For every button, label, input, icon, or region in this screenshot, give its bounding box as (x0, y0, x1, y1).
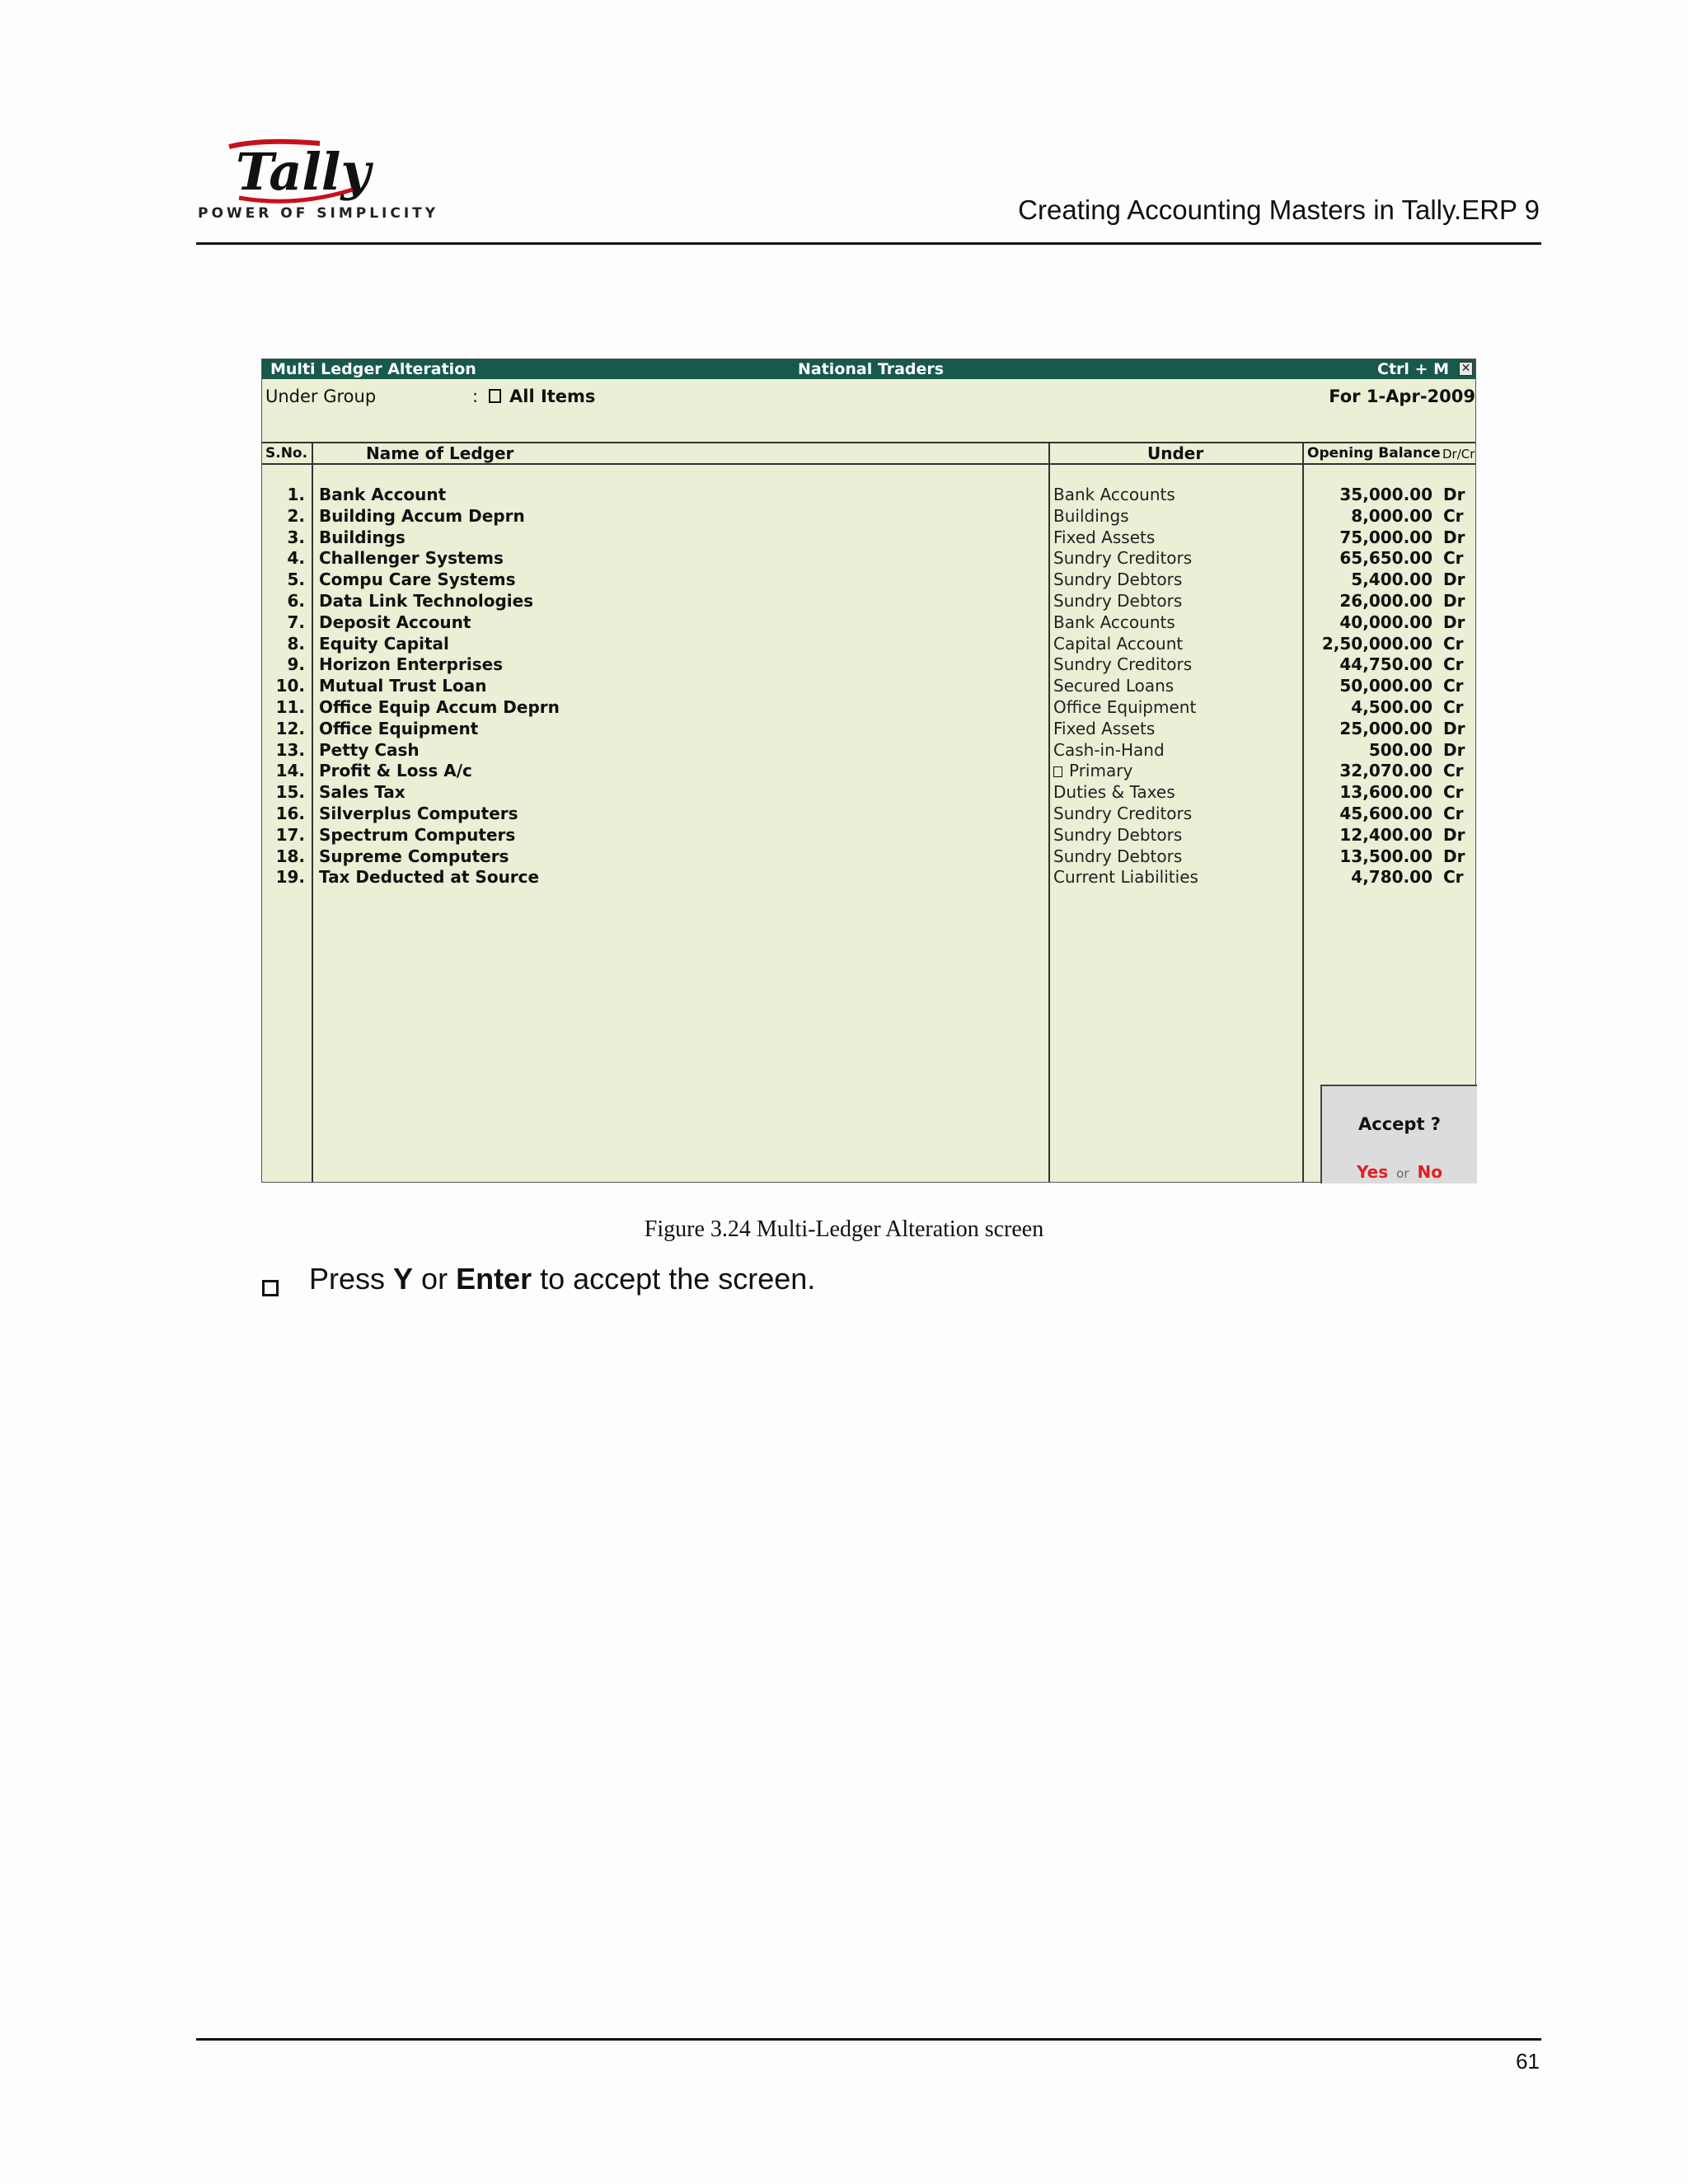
row-drcr: Cr (1443, 505, 1464, 526)
row-drcr: Cr (1443, 782, 1464, 803)
ledger-row[interactable] (262, 654, 1475, 676)
column-header-drcr: Dr/Cr (1442, 447, 1475, 462)
ledger-row[interactable] (262, 569, 1475, 591)
ledger-row[interactable] (262, 804, 1475, 825)
row-ledger-name: Equity Capital (319, 633, 449, 654)
instruction-key-enter: Enter (456, 1262, 532, 1296)
row-sno: 7. (287, 612, 305, 632)
ledger-row[interactable] (262, 676, 1475, 697)
row-drcr: Cr (1443, 676, 1464, 696)
ledger-row[interactable] (262, 527, 1475, 549)
row-drcr: Dr (1443, 527, 1465, 547)
period-date: For 1-Apr-2009 (1329, 387, 1475, 406)
row-under-group: Bank Accounts (1053, 485, 1175, 504)
row-drcr: Cr (1443, 761, 1464, 781)
row-opening-balance: 26,000.00 (1339, 591, 1432, 611)
row-ledger-name: Office Equipment (319, 718, 479, 738)
row-drcr: Cr (1443, 804, 1464, 823)
row-ledger-name: Sales Tax (319, 782, 406, 803)
ledger-row[interactable] (262, 612, 1475, 634)
row-sno: 2. (287, 505, 305, 526)
instruction-text (309, 1262, 815, 1296)
row-under-group: Sundry Creditors (1053, 804, 1193, 823)
row-ledger-name: Office Equip Accum Deprn (319, 697, 560, 717)
row-ledger-name: Profit & Loss A/c (319, 761, 472, 781)
instruction-suffix: to accept the screen. (532, 1262, 816, 1296)
row-sno: 1. (287, 485, 305, 504)
row-sno: 15. (275, 782, 305, 803)
row-opening-balance: 35,000.00 (1339, 485, 1432, 504)
footer-divider (196, 2038, 1541, 2041)
ledger-row[interactable] (262, 740, 1475, 762)
row-drcr: Dr (1443, 612, 1465, 632)
row-under-group: Duties & Taxes (1053, 782, 1175, 803)
row-opening-balance: 500.00 (1368, 739, 1432, 760)
figure-caption: Figure 3.24 Multi-Ledger Alteration screen (644, 1216, 1044, 1242)
row-under-group: Capital Account (1053, 633, 1184, 654)
multi-ledger-alteration-screen (261, 359, 1476, 1183)
row-sno: 3. (287, 527, 305, 547)
ledger-row[interactable] (262, 719, 1475, 740)
row-drcr: Cr (1443, 697, 1464, 717)
instruction-middle: or (413, 1262, 457, 1296)
row-under-group: Sundry Debtors (1053, 846, 1183, 866)
row-opening-balance: 2,50,000.00 (1321, 633, 1432, 654)
row-opening-balance: 13,600.00 (1339, 782, 1432, 803)
row-ledger-name: Supreme Computers (319, 846, 509, 866)
row-drcr: Cr (1443, 654, 1464, 675)
accept-dialog (1320, 1085, 1477, 1183)
ledger-row[interactable] (262, 782, 1475, 804)
row-opening-balance: 75,000.00 (1339, 527, 1432, 547)
row-sno: 17. (275, 824, 305, 845)
row-under-group: Cash-in-Hand (1053, 739, 1165, 760)
row-opening-balance: 50,000.00 (1339, 676, 1432, 696)
accept-prompt: Accept ? (1358, 1114, 1441, 1134)
row-opening-balance: 44,750.00 (1339, 654, 1432, 675)
row-drcr: Dr (1443, 824, 1465, 845)
accept-yes-button[interactable]: Yes (1357, 1162, 1389, 1182)
row-under-group: Sundry Debtors (1053, 824, 1183, 845)
ledger-row[interactable] (262, 548, 1475, 569)
row-ledger-name: Deposit Account (319, 612, 471, 632)
ledger-row[interactable] (262, 634, 1475, 655)
row-ledger-name: Bank Account (319, 485, 447, 504)
row-drcr: Dr (1443, 591, 1465, 611)
row-sno: 19. (275, 867, 305, 888)
row-drcr: Cr (1443, 867, 1464, 888)
row-drcr: Dr (1443, 718, 1465, 738)
accept-or-text: or (1396, 1166, 1409, 1181)
row-sno: 11. (275, 697, 305, 717)
row-under-group-text: Primary (1069, 761, 1133, 781)
row-opening-balance: 32,070.00 (1339, 761, 1432, 781)
row-drcr: Cr (1443, 633, 1464, 654)
row-under-group: Sundry Creditors (1053, 548, 1193, 569)
row-under-group: Secured Loans (1053, 676, 1175, 696)
row-opening-balance: 65,650.00 (1339, 548, 1432, 569)
row-sno: 10. (275, 676, 305, 696)
row-ledger-name: Spectrum Computers (319, 824, 516, 845)
chapter-title: Creating Accounting Masters in Tally.ERP 9 (1018, 194, 1540, 225)
row-opening-balance: 40,000.00 (1339, 612, 1432, 632)
row-sno: 12. (275, 718, 305, 738)
logo-tagline: POWER OF SIMPLICITY (198, 205, 439, 222)
ledger-row[interactable] (262, 697, 1475, 719)
row-ledger-name: Buildings (319, 527, 406, 547)
row-ledger-name: Petty Cash (319, 739, 420, 760)
row-drcr: Dr (1443, 846, 1465, 866)
page-number: 61 (1516, 2049, 1540, 2074)
row-opening-balance: 25,000.00 (1339, 718, 1432, 738)
row-opening-balance: 4,500.00 (1351, 697, 1432, 717)
screen-title: Multi Ledger Alteration (270, 360, 476, 378)
row-opening-balance: 8,000.00 (1351, 505, 1432, 526)
row-drcr: Dr (1443, 739, 1465, 760)
row-under-group (1053, 761, 1132, 780)
ledger-row[interactable] (262, 485, 1475, 506)
company-name: National Traders (798, 360, 945, 378)
column-header-sno: S.No. (265, 445, 308, 462)
ledger-row[interactable] (262, 867, 1475, 888)
row-under-group: Sundry Debtors (1053, 569, 1183, 590)
instruction-prefix: Press (309, 1262, 394, 1296)
row-opening-balance: 12,400.00 (1339, 824, 1432, 845)
column-header-under: Under (1147, 443, 1204, 463)
row-ledger-name: Challenger Systems (319, 548, 504, 569)
row-opening-balance: 5,400.00 (1351, 569, 1432, 590)
hollow-square-bullet-icon (262, 1280, 279, 1296)
row-ledger-name: Compu Care Systems (319, 569, 516, 590)
row-drcr: Dr (1443, 485, 1465, 504)
header-divider (196, 242, 1541, 245)
row-sno: 13. (275, 739, 305, 760)
ledger-row[interactable] (262, 591, 1475, 612)
row-under-group: Bank Accounts (1053, 612, 1175, 632)
row-under-group: Office Equipment (1053, 697, 1197, 717)
square-marker-icon (1053, 766, 1062, 777)
row-drcr: Dr (1443, 569, 1465, 590)
row-ledger-name: Building Accum Deprn (319, 505, 525, 526)
row-sno: 14. (275, 761, 305, 781)
row-under-group: Buildings (1053, 505, 1129, 526)
row-ledger-name: Horizon Enterprises (319, 654, 504, 675)
accept-no-button[interactable]: No (1417, 1162, 1442, 1182)
row-ledger-name: Tax Deducted at Source (319, 867, 540, 888)
column-header-opening-balance: Opening Balance (1307, 445, 1441, 462)
column-header-name: Name of Ledger (366, 443, 514, 463)
row-under-group: Sundry Creditors (1053, 654, 1193, 675)
row-sno: 5. (287, 569, 305, 590)
ledger-row[interactable] (262, 825, 1475, 846)
screen-titlebar (262, 359, 1475, 379)
accept-options (1322, 1162, 1477, 1182)
shortcut-label: Ctrl + M (1377, 360, 1449, 378)
row-opening-balance: 13,500.00 (1339, 846, 1432, 866)
row-ledger-name: Silverplus Computers (319, 804, 518, 823)
row-under-group: Fixed Assets (1053, 718, 1156, 738)
row-drcr: Cr (1443, 548, 1464, 569)
instruction-key-y: Y (393, 1262, 414, 1296)
square-marker-icon (489, 389, 501, 403)
row-sno: 4. (287, 548, 305, 569)
ledger-row[interactable] (262, 846, 1475, 868)
row-opening-balance: 4,780.00 (1351, 867, 1432, 888)
row-sno: 16. (275, 804, 305, 823)
close-icon[interactable]: ✕ (1459, 362, 1473, 376)
row-opening-balance: 45,600.00 (1339, 804, 1432, 823)
row-ledger-name: Mutual Trust Loan (319, 676, 487, 696)
ledger-row[interactable] (262, 761, 1475, 782)
logo-wordmark: Tally (236, 142, 371, 202)
row-under-group: Sundry Debtors (1053, 591, 1183, 611)
under-group-colon: : (472, 387, 479, 406)
row-under-group: Current Liabilities (1053, 867, 1198, 888)
under-group-field[interactable] (489, 387, 595, 406)
under-group-value: All Items (509, 387, 596, 406)
row-sno: 9. (287, 654, 305, 675)
row-sno: 18. (275, 846, 305, 866)
row-sno: 6. (287, 591, 305, 611)
row-sno: 8. (287, 633, 305, 654)
row-ledger-name: Data Link Technologies (319, 591, 534, 611)
row-under-group: Fixed Assets (1053, 527, 1156, 547)
under-group-label: Under Group (265, 387, 377, 406)
ledger-row[interactable] (262, 506, 1475, 527)
